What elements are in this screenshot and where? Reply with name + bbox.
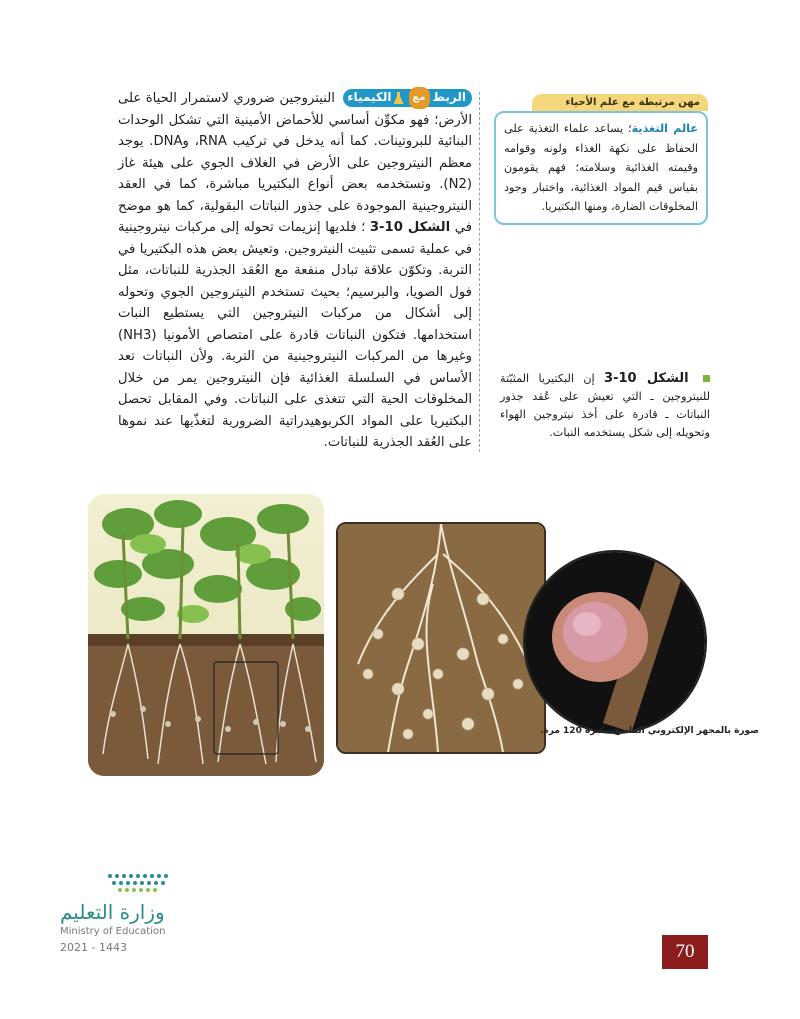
sem-micrograph: [523, 550, 707, 734]
figure-10-3: [88, 494, 718, 784]
figure-caption: [500, 370, 710, 442]
page-number: 70: [662, 935, 708, 969]
main-text-part1: النيتروجين ضروري لاستمرار الحياة على الأرض؛ فهو مكوِّن أساسي للأحماض الأمينية التي تشكل الوحدات البنائية للبروتينات. كما أنه يدخل في تركيب RNA، وDNA. يوجد معظم النيتروجين على الأرض في الغلاف الجوي على هيئة غاز (N2). وتستخدمه بعض أنواع البكتيريا مباشرة، كما في العقد النيتروجينية الموجودة على جذور النباتات البقولية، كما هو موضح في: [118, 91, 472, 235]
career-body: [494, 111, 708, 225]
connect-badge: [343, 89, 472, 107]
caption-label: الشكل 10-3: [604, 371, 689, 386]
micrograph-caption: صورة بالمجهر الإلكتروني الماسح مكبرة 120 مرة.: [540, 726, 759, 736]
main-text-part2: ؛ فلديها إنزيمات تحوله إلى مركبات نيتروجينية في عملية تسمى تثبيت النيتروجين. وتعيش بعض هذه البكتيريا في التربة. وتكوّن علاقة تبادل منفعة مع العُقد الجذرية للنباتات، مثل فول الصويا، والبرسيم؛ بحيث تستخدم النيتروجين الجوي وتحوله إلى أشكال من مركبات النيتروجين التي يستطيع النبات استخدامها. فتكون النباتات قادرة على امتصاص الأمونيا (NH3) وغيرها من المركبات النيتروجينية من التربة. ولأن النباتات تعد الأساس في السلسلة الغذائية فإن النيتروجين يمر من خلال المخلوقات الحية التي تتغذى على النباتات. وفي المقابل تحصل البكتيريا على المواد الكربوهيدراتية الضرورية لتغذّيها عند نموها على العُقد الجذرية للنباتات.: [118, 220, 472, 450]
caption-bullet-icon: [703, 375, 710, 382]
career-header: مهن مرتبطة مع علم الأحياء: [532, 94, 708, 111]
career-text: ؛ يساعد علماء التغذية على الحفاظ على نكهة الغذاء ولونه وقوامه وقيمته الغذائية وسلامته؛ فهم يقومون بقياس قيم المواد الغذائية، واختبار وجود المخلوقات الضارة، ومنها البكتيريا.: [504, 122, 698, 213]
root-nodules-closeup: [336, 522, 546, 754]
career-term: عالم التغذية: [631, 122, 699, 135]
badge-with: مع: [409, 87, 430, 109]
flask-icon: [394, 92, 404, 104]
plant-illustration: [88, 494, 324, 776]
badge-connect: الربط: [432, 90, 466, 105]
column-divider: [479, 92, 480, 452]
badge-subject: الكيمياء: [347, 90, 392, 105]
academic-year: 2021 - 1443: [60, 941, 127, 954]
main-paragraph: [118, 88, 472, 454]
caption-text: إن البكتيريا المثبّتة للنيتروجين ـ التي تعيش على عُقد جذور النباتات ـ قادرة على أخذ نيتروجين الهواء وتحويله إلى شكل يستخدمه النبات.: [500, 372, 710, 439]
figure-reference: الشكل 10-3: [369, 220, 451, 235]
ministry-name-arabic: وزارة التعليم: [60, 900, 165, 924]
career-box: [494, 94, 708, 225]
ministry-name-english: Ministry of Education: [60, 926, 166, 937]
